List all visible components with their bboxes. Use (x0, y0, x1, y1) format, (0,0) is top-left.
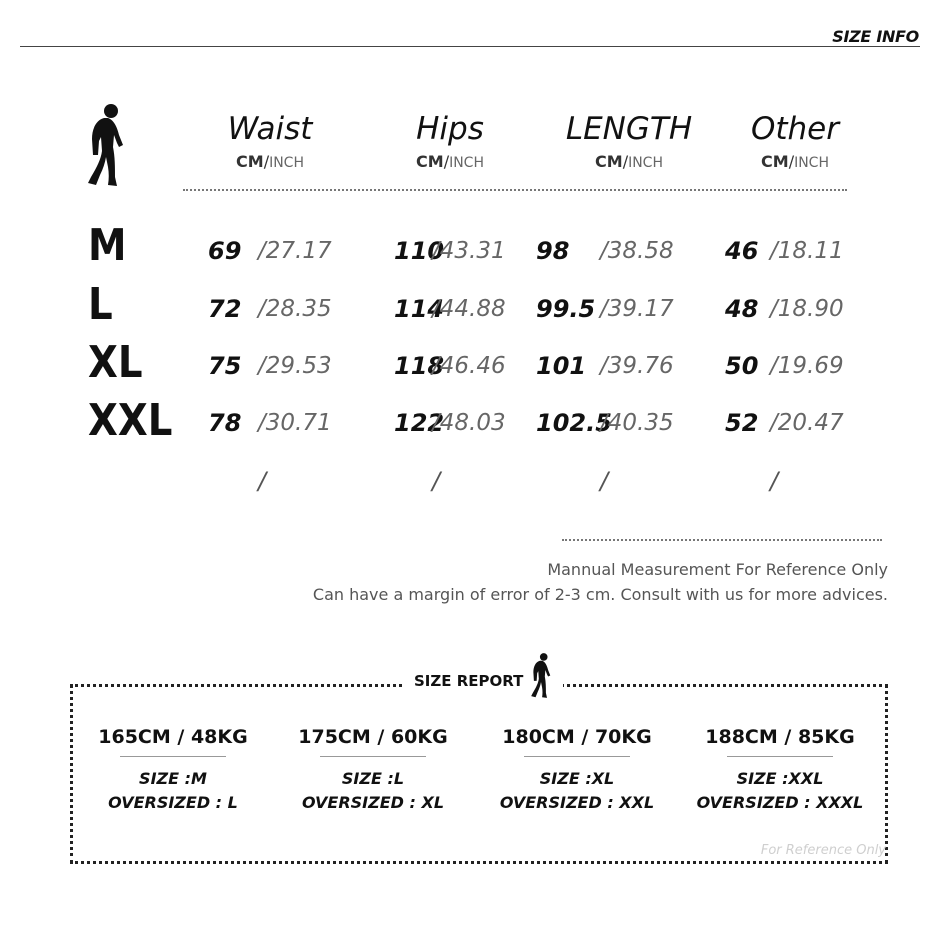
waist-cm-value: 72 (208, 295, 242, 323)
hips-cm-value: 114 (394, 295, 445, 323)
unit-sep: / (443, 152, 450, 171)
report-item (690, 726, 870, 815)
empty-cell-slash: / (258, 467, 267, 495)
length-cm-value: 101 (536, 352, 587, 380)
other-cm-value: 46 (725, 237, 759, 265)
report-item (487, 726, 667, 815)
waist-cm-value: 69 (208, 237, 242, 265)
margin-note: Can have a margin of error of 2-3 cm. Consult with us for more advices. (312, 585, 888, 604)
oversized-size: OVERSIZED : XXL (499, 793, 655, 812)
size-report-header (404, 640, 563, 700)
waist-inch-value: /28.35 (258, 296, 332, 322)
report-item (83, 726, 263, 815)
waist-cm-value: 78 (208, 409, 242, 437)
size-label-xl: XL (88, 337, 143, 388)
other-inch-value: /18.11 (770, 238, 844, 264)
other-inch-value: /18.90 (770, 296, 844, 322)
hips-inch-value: /43.31 (432, 238, 506, 264)
empty-cell-slash: / (432, 467, 441, 495)
unit-inch: INCH (449, 155, 484, 171)
height-weight: 165CM / 48KG (98, 726, 248, 748)
oversized-size: OVERSIZED : XXXL (696, 793, 864, 812)
oversized-size: OVERSIZED : L (108, 793, 238, 812)
unit-cm: CM (595, 152, 623, 171)
recommended-size: SIZE :L (341, 769, 405, 788)
report-divider (524, 756, 630, 757)
length-cm-value: 98 (536, 237, 570, 265)
empty-cell-slash: / (770, 467, 779, 495)
height-weight: 175CM / 60KG (298, 726, 448, 748)
length-inch-value: /38.58 (600, 238, 674, 264)
waist-cm-value: 75 (208, 352, 242, 380)
column-header-length (549, 112, 709, 171)
column-header-hips (370, 112, 530, 171)
size-label-xxl: XXL (88, 395, 173, 446)
unit-inch: INCH (269, 155, 304, 171)
unit-cm: CM (416, 152, 444, 171)
report-item (283, 726, 463, 815)
column-unit (715, 152, 875, 171)
height-weight: 188CM / 85KG (705, 726, 855, 748)
other-cm-value: 48 (725, 295, 759, 323)
unit-inch: INCH (794, 155, 829, 171)
header-divider (20, 46, 920, 47)
unit-cm: CM (236, 152, 264, 171)
hips-inch-value: /48.03 (432, 410, 506, 436)
unit-sep: / (622, 152, 629, 171)
note-dotted-divider (562, 539, 882, 541)
length-inch-value: /39.17 (600, 296, 674, 322)
recommended-size: SIZE :XL (539, 769, 615, 788)
column-unit (549, 152, 709, 171)
unit-sep: / (788, 152, 795, 171)
report-divider (727, 756, 833, 757)
standing-figure-icon (529, 652, 553, 700)
recommended-size: SIZE :XXL (736, 769, 824, 788)
column-unit (190, 152, 350, 171)
size-info-title: SIZE INFO (832, 27, 919, 46)
column-name: Other (750, 111, 840, 147)
report-footnote: For Reference Only (760, 843, 886, 858)
column-name: LENGTH (565, 111, 693, 147)
header-dotted-divider (183, 189, 847, 191)
column-header-other (715, 112, 875, 171)
size-label-l: L (88, 279, 113, 330)
height-weight: 180CM / 70KG (502, 726, 652, 748)
report-divider (320, 756, 426, 757)
unit-cm: CM (761, 152, 789, 171)
standing-figure-icon (84, 103, 128, 189)
column-name: Waist (227, 111, 313, 147)
size-report-title: SIZE REPORT (414, 672, 524, 690)
waist-inch-value: /29.53 (258, 353, 332, 379)
length-cm-value: 102.5 (536, 409, 612, 437)
unit-sep: / (263, 152, 270, 171)
recommended-size: SIZE :M (139, 769, 207, 788)
measurement-note: Mannual Measurement For Reference Only (547, 560, 888, 579)
length-inch-value: /39.76 (600, 353, 674, 379)
column-name: Hips (416, 111, 484, 147)
waist-inch-value: /27.17 (258, 238, 332, 264)
other-inch-value: /20.47 (770, 410, 844, 436)
hips-cm-value: 122 (394, 409, 445, 437)
hips-inch-value: /44.88 (432, 296, 506, 322)
empty-cell-slash: / (600, 467, 609, 495)
hips-cm-value: 110 (394, 237, 445, 265)
column-header-waist (190, 112, 350, 171)
report-divider (120, 756, 226, 757)
size-label-m: M (88, 220, 127, 271)
length-cm-value: 99.5 (536, 295, 596, 323)
other-cm-value: 50 (725, 352, 759, 380)
hips-inch-value: /46.46 (432, 353, 506, 379)
waist-inch-value: /30.71 (258, 410, 332, 436)
length-inch-value: /40.35 (600, 410, 674, 436)
hips-cm-value: 118 (394, 352, 445, 380)
oversized-size: OVERSIZED : XL (301, 793, 445, 812)
column-unit (370, 152, 530, 171)
other-inch-value: /19.69 (770, 353, 844, 379)
other-cm-value: 52 (725, 409, 759, 437)
unit-inch: INCH (628, 155, 663, 171)
